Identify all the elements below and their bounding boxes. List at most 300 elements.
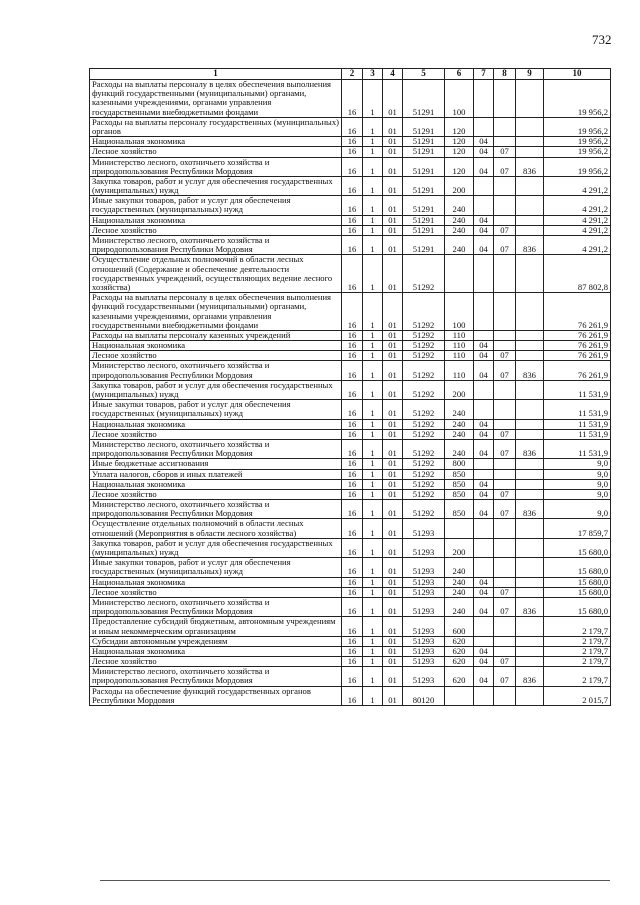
col3-cell: 1 xyxy=(363,577,383,587)
section-cell xyxy=(474,330,494,340)
col4-cell: 01 xyxy=(383,215,403,225)
subsection-cell: 07 xyxy=(494,361,516,380)
table-row xyxy=(90,330,611,340)
type-cell: 620 xyxy=(445,636,474,646)
section-cell xyxy=(474,459,494,469)
row-label-cell: Национальная экономика xyxy=(90,646,342,656)
section-cell xyxy=(474,196,494,215)
code-cell: 51292 xyxy=(403,380,445,399)
section-cell xyxy=(474,519,494,538)
section-cell: 04 xyxy=(474,667,494,686)
header-cell: 8 xyxy=(494,69,516,80)
ministry-cell xyxy=(516,519,544,538)
amount-cell: 76 261,9 xyxy=(544,293,611,331)
col2-cell: 16 xyxy=(342,341,363,351)
type-cell: 850 xyxy=(445,500,474,519)
section-cell xyxy=(474,617,494,636)
type-cell: 240 xyxy=(445,225,474,235)
row-label-cell: Министерство лесного, охотничьего хозяйства и природопользования Республики Мордовия xyxy=(90,500,342,519)
table-row xyxy=(90,538,611,557)
col3-cell: 1 xyxy=(363,215,383,225)
col2-cell: 16 xyxy=(342,293,363,331)
code-cell: 51292 xyxy=(403,341,445,351)
code-cell: 51292 xyxy=(403,489,445,499)
col3-cell: 1 xyxy=(363,519,383,538)
ministry-cell xyxy=(516,646,544,656)
col2-cell: 16 xyxy=(342,667,363,686)
code-cell: 51293 xyxy=(403,587,445,597)
table-row xyxy=(90,439,611,458)
type-cell: 600 xyxy=(445,617,474,636)
type-cell: 240 xyxy=(445,400,474,419)
col4-cell: 01 xyxy=(383,519,403,538)
subsection-cell: 07 xyxy=(494,225,516,235)
section-cell xyxy=(474,293,494,331)
ministry-cell: 836 xyxy=(516,361,544,380)
ministry-cell xyxy=(516,176,544,195)
code-cell: 51293 xyxy=(403,636,445,646)
subsection-cell: 07 xyxy=(494,429,516,439)
amount-cell: 11 531,9 xyxy=(544,419,611,429)
code-cell: 51291 xyxy=(403,157,445,176)
col2-cell: 16 xyxy=(342,597,363,616)
ministry-cell xyxy=(516,196,544,215)
row-label-cell: Министерство лесного, охотничьего хозяйства и природопользования Республики Мордовия xyxy=(90,439,342,458)
type-cell: 240 xyxy=(445,196,474,215)
row-label-cell: Осуществление отдельных полномочий в области лесных отношений (Содержание и обеспечение деятельности государственных учреждений, осуществляющих ведение лесного хозяйства) xyxy=(90,255,342,293)
col3-cell: 1 xyxy=(363,341,383,351)
subsection-cell xyxy=(494,419,516,429)
row-label-cell: Национальная экономика xyxy=(90,577,342,587)
type-cell: 110 xyxy=(445,361,474,380)
row-label-cell: Министерство лесного, охотничьего хозяйства и природопользования Республики Мордовия xyxy=(90,236,342,255)
code-cell: 51291 xyxy=(403,196,445,215)
code-cell: 51293 xyxy=(403,657,445,667)
row-label-cell: Осуществление отдельных полномочий в области лесных отношений (Мероприятия в области лесного хозяйства) xyxy=(90,519,342,538)
col4-cell: 01 xyxy=(383,558,403,577)
col3-cell: 1 xyxy=(363,419,383,429)
col2-cell: 16 xyxy=(342,519,363,538)
col4-cell: 01 xyxy=(383,176,403,195)
table-row xyxy=(90,176,611,195)
section-cell xyxy=(474,380,494,399)
section-cell: 04 xyxy=(474,587,494,597)
code-cell: 51292 xyxy=(403,293,445,331)
col4-cell: 01 xyxy=(383,538,403,557)
col3-cell: 1 xyxy=(363,538,383,557)
col2-cell: 16 xyxy=(342,137,363,147)
subsection-cell xyxy=(494,646,516,656)
col4-cell: 01 xyxy=(383,380,403,399)
header-cell: 3 xyxy=(363,69,383,80)
code-cell: 51293 xyxy=(403,646,445,656)
col2-cell: 16 xyxy=(342,419,363,429)
row-label-cell: Лесное хозяйство xyxy=(90,587,342,597)
col3-cell: 1 xyxy=(363,479,383,489)
ministry-cell: 836 xyxy=(516,439,544,458)
subsection-cell: 07 xyxy=(494,500,516,519)
table-row xyxy=(90,419,611,429)
type-cell: 240 xyxy=(445,587,474,597)
amount-cell: 4 291,2 xyxy=(544,215,611,225)
section-cell: 04 xyxy=(474,236,494,255)
col3-cell: 1 xyxy=(363,587,383,597)
col3-cell: 1 xyxy=(363,117,383,136)
col4-cell: 01 xyxy=(383,157,403,176)
section-cell xyxy=(474,636,494,646)
row-label-cell: Иные закупки товаров, работ и услуг для обеспечения государственных (муниципальных) нужд xyxy=(90,400,342,419)
col2-cell: 16 xyxy=(342,196,363,215)
subsection-cell: 07 xyxy=(494,351,516,361)
header-cell: 9 xyxy=(516,69,544,80)
table-row xyxy=(90,196,611,215)
row-label-cell: Расходы на выплаты персоналу государственных (муниципальных) органов xyxy=(90,117,342,136)
type-cell: 240 xyxy=(445,215,474,225)
col4-cell: 01 xyxy=(383,686,403,705)
amount-cell: 87 802,8 xyxy=(544,255,611,293)
header-cell: 6 xyxy=(445,69,474,80)
code-cell: 51291 xyxy=(403,176,445,195)
row-label-cell: Закупка товаров, работ и услуг для обеспечения государственных (муниципальных) нужд xyxy=(90,538,342,557)
row-label-cell: Расходы на выплаты персоналу в целях обеспечения выполнения функций государственными (муниципальными) органами, казенными учреждениями, органами управления государственными внебюджетными фондами xyxy=(90,293,342,331)
subsection-cell: 07 xyxy=(494,157,516,176)
col4-cell: 01 xyxy=(383,196,403,215)
col4-cell: 01 xyxy=(383,117,403,136)
table-row xyxy=(90,577,611,587)
col2-cell: 16 xyxy=(342,500,363,519)
section-cell xyxy=(474,686,494,705)
col3-cell: 1 xyxy=(363,500,383,519)
type-cell: 240 xyxy=(445,429,474,439)
code-cell: 51291 xyxy=(403,147,445,157)
col4-cell: 01 xyxy=(383,225,403,235)
col2-cell: 16 xyxy=(342,538,363,557)
section-cell: 04 xyxy=(474,646,494,656)
row-label-cell: Лесное хозяйство xyxy=(90,351,342,361)
ministry-cell: 836 xyxy=(516,597,544,616)
subsection-cell xyxy=(494,176,516,195)
page-number: 732 xyxy=(592,32,612,47)
code-cell: 51293 xyxy=(403,667,445,686)
amount-cell: 2 179,7 xyxy=(544,667,611,686)
code-cell: 51292 xyxy=(403,351,445,361)
section-cell xyxy=(474,255,494,293)
subsection-cell xyxy=(494,330,516,340)
type-cell: 100 xyxy=(445,80,474,118)
ministry-cell xyxy=(516,225,544,235)
section-cell: 04 xyxy=(474,361,494,380)
type-cell xyxy=(445,686,474,705)
subsection-cell xyxy=(494,293,516,331)
col4-cell: 01 xyxy=(383,147,403,157)
section-cell xyxy=(474,400,494,419)
col2-cell: 16 xyxy=(342,479,363,489)
code-cell: 51292 xyxy=(403,400,445,419)
subsection-cell xyxy=(494,380,516,399)
code-cell: 80120 xyxy=(403,686,445,705)
table-row xyxy=(90,489,611,499)
code-cell: 51292 xyxy=(403,255,445,293)
table-row xyxy=(90,400,611,419)
amount-cell: 15 680,0 xyxy=(544,538,611,557)
col2-cell: 16 xyxy=(342,646,363,656)
table-row xyxy=(90,137,611,147)
table-row xyxy=(90,293,611,331)
ministry-cell xyxy=(516,459,544,469)
amount-cell: 9,0 xyxy=(544,489,611,499)
code-cell: 51292 xyxy=(403,469,445,479)
row-label-cell: Закупка товаров, работ и услуг для обеспечения государственных (муниципальных) нужд xyxy=(90,380,342,399)
section-cell: 04 xyxy=(474,429,494,439)
col2-cell: 16 xyxy=(342,459,363,469)
subsection-cell xyxy=(494,519,516,538)
ministry-cell xyxy=(516,686,544,705)
subsection-cell xyxy=(494,400,516,419)
type-cell: 620 xyxy=(445,657,474,667)
table-row xyxy=(90,500,611,519)
type-cell: 110 xyxy=(445,351,474,361)
amount-cell: 19 956,2 xyxy=(544,117,611,136)
row-label-cell: Уплата налогов, сборов и иных платежей xyxy=(90,469,342,479)
row-label-cell: Иные закупки товаров, работ и услуг для обеспечения государственных (муниципальных) нужд xyxy=(90,558,342,577)
col3-cell: 1 xyxy=(363,176,383,195)
section-cell: 04 xyxy=(474,137,494,147)
col2-cell: 16 xyxy=(342,429,363,439)
bottom-rule xyxy=(100,880,610,881)
amount-cell: 4 291,2 xyxy=(544,196,611,215)
col2-cell: 16 xyxy=(342,361,363,380)
section-cell: 04 xyxy=(474,657,494,667)
code-cell: 51293 xyxy=(403,519,445,538)
table-row xyxy=(90,80,611,118)
ministry-cell xyxy=(516,117,544,136)
type-cell: 100 xyxy=(445,293,474,331)
subsection-cell: 07 xyxy=(494,587,516,597)
section-cell: 04 xyxy=(474,489,494,499)
type-cell: 120 xyxy=(445,117,474,136)
amount-cell: 2 179,7 xyxy=(544,646,611,656)
col2-cell: 16 xyxy=(342,558,363,577)
col4-cell: 01 xyxy=(383,400,403,419)
col4-cell: 01 xyxy=(383,469,403,479)
row-label-cell: Расходы на выплаты персоналу казенных учреждений xyxy=(90,330,342,340)
col4-cell: 01 xyxy=(383,489,403,499)
amount-cell: 15 680,0 xyxy=(544,597,611,616)
type-cell xyxy=(445,255,474,293)
amount-cell: 17 859,7 xyxy=(544,519,611,538)
code-cell: 51293 xyxy=(403,577,445,587)
row-label-cell: Министерство лесного, охотничьего хозяйства и природопользования Республики Мордовия xyxy=(90,597,342,616)
section-cell xyxy=(474,538,494,557)
subsection-cell xyxy=(494,341,516,351)
col3-cell: 1 xyxy=(363,330,383,340)
col2-cell: 16 xyxy=(342,587,363,597)
ministry-cell xyxy=(516,636,544,646)
col2-cell: 16 xyxy=(342,215,363,225)
col2-cell: 16 xyxy=(342,489,363,499)
col4-cell: 01 xyxy=(383,361,403,380)
col4-cell: 01 xyxy=(383,657,403,667)
col3-cell: 1 xyxy=(363,459,383,469)
col4-cell: 01 xyxy=(383,419,403,429)
header-cell: 4 xyxy=(383,69,403,80)
col4-cell: 01 xyxy=(383,587,403,597)
code-cell: 51291 xyxy=(403,225,445,235)
subsection-cell xyxy=(494,479,516,489)
type-cell: 120 xyxy=(445,137,474,147)
ministry-cell xyxy=(516,255,544,293)
ministry-cell xyxy=(516,147,544,157)
col4-cell: 01 xyxy=(383,137,403,147)
ministry-cell xyxy=(516,400,544,419)
ministry-cell xyxy=(516,489,544,499)
type-cell: 850 xyxy=(445,469,474,479)
amount-cell: 19 956,2 xyxy=(544,137,611,147)
amount-cell: 4 291,2 xyxy=(544,225,611,235)
col3-cell: 1 xyxy=(363,646,383,656)
type-cell: 620 xyxy=(445,646,474,656)
ministry-cell xyxy=(516,479,544,489)
code-cell: 51292 xyxy=(403,500,445,519)
section-cell: 04 xyxy=(474,341,494,351)
table-row xyxy=(90,215,611,225)
col3-cell: 1 xyxy=(363,147,383,157)
col4-cell: 01 xyxy=(383,597,403,616)
amount-cell: 76 261,9 xyxy=(544,330,611,340)
subsection-cell xyxy=(494,255,516,293)
table-row xyxy=(90,380,611,399)
table-row xyxy=(90,117,611,136)
col4-cell: 01 xyxy=(383,330,403,340)
ministry-cell xyxy=(516,80,544,118)
table-row xyxy=(90,636,611,646)
col3-cell: 1 xyxy=(363,597,383,616)
col4-cell: 01 xyxy=(383,341,403,351)
col3-cell: 1 xyxy=(363,157,383,176)
col3-cell: 1 xyxy=(363,439,383,458)
type-cell: 620 xyxy=(445,667,474,686)
col2-cell: 16 xyxy=(342,147,363,157)
table-row xyxy=(90,469,611,479)
subsection-cell xyxy=(494,538,516,557)
table-row xyxy=(90,236,611,255)
col3-cell: 1 xyxy=(363,196,383,215)
ministry-cell xyxy=(516,577,544,587)
section-cell: 04 xyxy=(474,351,494,361)
table-row xyxy=(90,361,611,380)
type-cell: 200 xyxy=(445,538,474,557)
table-row xyxy=(90,597,611,616)
col2-cell: 16 xyxy=(342,255,363,293)
table-row xyxy=(90,157,611,176)
table-row xyxy=(90,459,611,469)
table-row xyxy=(90,646,611,656)
table-row xyxy=(90,351,611,361)
amount-cell: 9,0 xyxy=(544,479,611,489)
type-cell: 120 xyxy=(445,157,474,176)
row-label-cell: Лесное хозяйство xyxy=(90,657,342,667)
section-cell: 04 xyxy=(474,597,494,616)
col3-cell: 1 xyxy=(363,429,383,439)
row-label-cell: Национальная экономика xyxy=(90,341,342,351)
col3-cell: 1 xyxy=(363,80,383,118)
ministry-cell xyxy=(516,351,544,361)
subsection-cell: 07 xyxy=(494,657,516,667)
header-cell: 7 xyxy=(474,69,494,80)
budget-table xyxy=(89,68,611,706)
table-row xyxy=(90,429,611,439)
subsection-cell xyxy=(494,577,516,587)
amount-cell: 2 179,7 xyxy=(544,657,611,667)
header-cell: 1 xyxy=(90,69,342,80)
section-cell: 04 xyxy=(474,500,494,519)
table-row xyxy=(90,657,611,667)
col2-cell: 16 xyxy=(342,80,363,118)
code-cell: 51291 xyxy=(403,80,445,118)
row-label-cell: Министерство лесного, охотничьего хозяйства и природопользования Республики Мордовия xyxy=(90,667,342,686)
subsection-cell: 07 xyxy=(494,597,516,616)
col3-cell: 1 xyxy=(363,236,383,255)
section-cell: 04 xyxy=(474,225,494,235)
type-cell: 850 xyxy=(445,489,474,499)
col4-cell: 01 xyxy=(383,667,403,686)
ministry-cell xyxy=(516,215,544,225)
table-row xyxy=(90,225,611,235)
row-label-cell: Иные закупки товаров, работ и услуг для обеспечения государственных (муниципальных) нужд xyxy=(90,196,342,215)
row-label-cell: Национальная экономика xyxy=(90,479,342,489)
table-row xyxy=(90,147,611,157)
code-cell: 51291 xyxy=(403,215,445,225)
section-cell: 04 xyxy=(474,419,494,429)
subsection-cell xyxy=(494,617,516,636)
col3-cell: 1 xyxy=(363,489,383,499)
amount-cell: 9,0 xyxy=(544,469,611,479)
ministry-cell: 836 xyxy=(516,157,544,176)
amount-cell: 15 680,0 xyxy=(544,587,611,597)
code-cell: 51293 xyxy=(403,617,445,636)
table-row xyxy=(90,479,611,489)
row-label-cell: Министерство лесного, охотничьего хозяйства и природопользования Республики Мордовия xyxy=(90,157,342,176)
code-cell: 51292 xyxy=(403,429,445,439)
col4-cell: 01 xyxy=(383,293,403,331)
col4-cell: 01 xyxy=(383,479,403,489)
code-cell: 51293 xyxy=(403,538,445,557)
col3-cell: 1 xyxy=(363,225,383,235)
row-label-cell: Национальная экономика xyxy=(90,215,342,225)
subsection-cell xyxy=(494,196,516,215)
subsection-cell: 07 xyxy=(494,667,516,686)
amount-cell: 76 261,9 xyxy=(544,351,611,361)
col2-cell: 16 xyxy=(342,351,363,361)
code-cell: 51292 xyxy=(403,361,445,380)
ministry-cell xyxy=(516,587,544,597)
col4-cell: 01 xyxy=(383,255,403,293)
row-label-cell: Иные бюджетные ассигнования xyxy=(90,459,342,469)
code-cell: 51292 xyxy=(403,459,445,469)
amount-cell: 15 680,0 xyxy=(544,558,611,577)
ministry-cell xyxy=(516,380,544,399)
header-cell: 5 xyxy=(403,69,445,80)
col2-cell: 16 xyxy=(342,236,363,255)
col3-cell: 1 xyxy=(363,686,383,705)
type-cell: 120 xyxy=(445,147,474,157)
ministry-cell xyxy=(516,469,544,479)
amount-cell: 76 261,9 xyxy=(544,341,611,351)
row-label-cell: Национальная экономика xyxy=(90,419,342,429)
col3-cell: 1 xyxy=(363,558,383,577)
col2-cell: 16 xyxy=(342,439,363,458)
col3-cell: 1 xyxy=(363,667,383,686)
